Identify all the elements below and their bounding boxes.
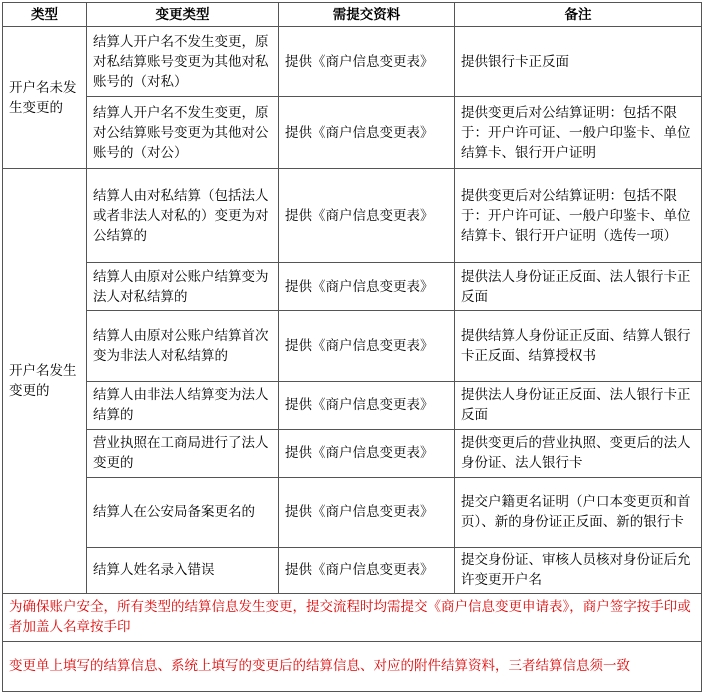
table-row bbox=[3, 429, 702, 477]
consistency-notice: 变更单上填写的结算信息、系统上填写的变更后的结算信息、对应的附件结算资料，三者结算信息须一致 bbox=[3, 641, 702, 691]
change-type-cell: 结算人由非法人结算变为法人结算的 bbox=[87, 381, 279, 429]
remarks-cell: 提交户籍更名证明（户口本变更页和首页）、新的身份证正反面、新的银行卡 bbox=[455, 477, 702, 547]
table-row bbox=[3, 311, 702, 381]
header-row bbox=[3, 3, 702, 27]
change-type-cell: 营业执照在工商局进行了法人变更的 bbox=[87, 429, 279, 477]
remarks-cell: 提交身份证、审核人员核对身份证后允许变更开户名 bbox=[455, 547, 702, 593]
table-row bbox=[3, 97, 702, 169]
table-row bbox=[3, 263, 702, 311]
table-row bbox=[3, 547, 702, 593]
change-type-cell: 结算人姓名录入错误 bbox=[87, 547, 279, 593]
remarks-cell: 提供法人身份证正反面、法人银行卡正反面 bbox=[455, 381, 702, 429]
materials-cell: 提供《商户信息变更表》 bbox=[279, 381, 455, 429]
category-cell: 开户名发生变更的 bbox=[3, 169, 87, 594]
change-type-cell: 结算人由对私结算（包括法人或者非法人对私的）变更为对公结算的 bbox=[87, 169, 279, 263]
change-type-cell: 结算人开户名不发生变更，原对私结算账号变更为其他对私账号的（对私） bbox=[87, 27, 279, 97]
remarks-cell: 提供变更后对公结算证明：包括不限于：开户许可证、一般户印鉴卡、单位结算卡、银行开户证明 bbox=[455, 97, 702, 169]
remarks-cell: 提供银行卡正反面 bbox=[455, 27, 702, 97]
remarks-cell: 提供变更后的营业执照、变更后的法人身份证、法人银行卡 bbox=[455, 429, 702, 477]
change-type-cell: 结算人开户名不发生变更，原对公结算账号变更为其他对公账号的（对公） bbox=[87, 97, 279, 169]
materials-cell: 提供《商户信息变更表》 bbox=[279, 311, 455, 381]
change-type-cell: 结算人由原对公账户结算变为法人对私结算的 bbox=[87, 263, 279, 311]
change-type-cell: 结算人由原对公账户结算首次变为非法人对私结算的 bbox=[87, 311, 279, 381]
header-materials: 需提交资料 bbox=[279, 3, 455, 27]
materials-cell: 提供《商户信息变更表》 bbox=[279, 97, 455, 169]
materials-cell: 提供《商户信息变更表》 bbox=[279, 27, 455, 97]
notice-row bbox=[3, 593, 702, 641]
materials-cell: 提供《商户信息变更表》 bbox=[279, 429, 455, 477]
category-cell: 开户名未发生变更的 bbox=[3, 27, 87, 169]
change-requirements-table bbox=[2, 2, 702, 692]
change-type-cell: 结算人在公安局备案更名的 bbox=[87, 477, 279, 547]
remarks-cell: 提供结算人身份证正反面、结算人银行卡正反面、结算授权书 bbox=[455, 311, 702, 381]
materials-cell: 提供《商户信息变更表》 bbox=[279, 547, 455, 593]
table-row bbox=[3, 169, 702, 263]
header-type: 类型 bbox=[3, 3, 87, 27]
security-notice: 为确保账户安全，所有类型的结算信息发生变更，提交流程时均需提交《商户信息变更申请表》，商户签字按手印或者加盖人名章按手印 bbox=[3, 593, 702, 641]
table-row bbox=[3, 27, 702, 97]
materials-cell: 提供《商户信息变更表》 bbox=[279, 477, 455, 547]
header-remarks: 备注 bbox=[455, 3, 702, 27]
header-change-type: 变更类型 bbox=[87, 3, 279, 27]
table-row bbox=[3, 381, 702, 429]
notice-row bbox=[3, 641, 702, 691]
materials-cell: 提供《商户信息变更表》 bbox=[279, 169, 455, 263]
remarks-cell: 提供变更后对公结算证明：包括不限于：开户许可证、一般户印鉴卡、单位结算卡、银行开户证明（选传一项） bbox=[455, 169, 702, 263]
remarks-cell: 提供法人身份证正反面、法人银行卡正反面 bbox=[455, 263, 702, 311]
materials-cell: 提供《商户信息变更表》 bbox=[279, 263, 455, 311]
table-row bbox=[3, 477, 702, 547]
